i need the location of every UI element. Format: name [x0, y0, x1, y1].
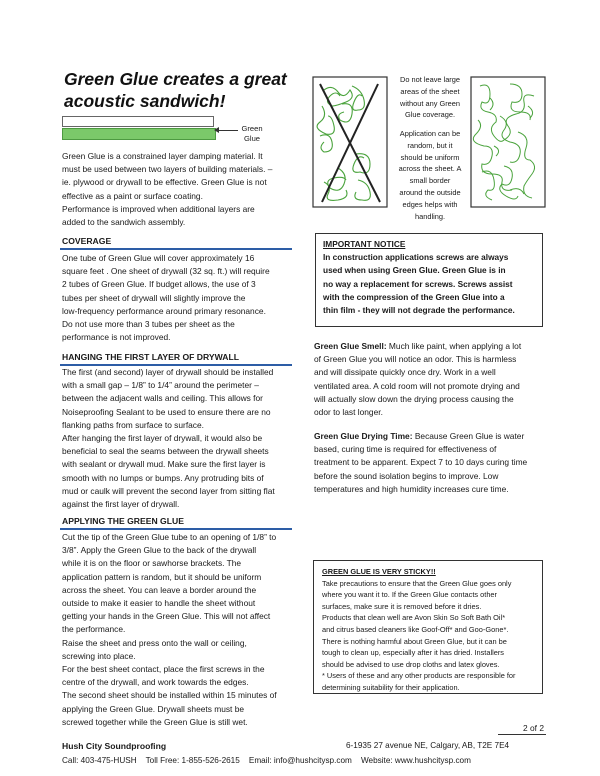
sticky-line: and citrus based cleaners like Goof-Off* and Goo-Gone*.: [322, 624, 509, 634]
drying-first-line: [314, 430, 550, 443]
smell-line: odor to last longer.: [314, 407, 383, 418]
smell-line: will actually slow down the drying process causing the: [314, 393, 514, 404]
coverage-line: performance is not improved.: [62, 332, 171, 343]
good-application-sheet-illustration: [470, 76, 546, 208]
drying-paragraph: [314, 430, 550, 496]
coverage-line: 2 tubes of Green Glue. If budget allows, the use of 3: [62, 279, 256, 290]
coverage-heading: COVERAGE: [62, 236, 112, 246]
intro-line: ie. plywood or drywall to be effective. Green Glue is not: [62, 177, 267, 188]
notice-line: with the compression of the Green Glue into a: [323, 291, 505, 302]
applying-line: For the best sheet contact, place the first screws in the: [62, 664, 265, 675]
sticky-line: surfaces, make sure it is removed before it dries.: [322, 601, 482, 611]
hanging-line: flanking paths from surface to surface.: [62, 419, 204, 430]
coverage-line: square feet . One sheet of drywall (32 sq. ft.) will require: [62, 266, 270, 277]
drying-line: treatment to be apparent. Expect 7 to 10 days curing time: [314, 457, 528, 468]
hanging-line: with a small gap – 1/8” to 1/4” around the perimeter –: [62, 380, 259, 391]
side-note-line: Application can be: [399, 129, 461, 138]
coverage-line: low-frequency performance around primary resonance.: [62, 305, 266, 316]
applying-line: centre of the drywall, and work towards the edges.: [62, 677, 249, 688]
side-note-line: edges helps with: [402, 199, 458, 209]
side-note-line: around the outside: [399, 187, 461, 197]
side-note-pattern: [392, 128, 468, 222]
diagram-label: Green Glue: [241, 124, 263, 143]
side-note-line: small border: [409, 176, 451, 186]
side-note-line: should be uniform: [400, 152, 460, 162]
side-note-line: Glue coverage.: [404, 110, 456, 120]
smell-label: Green Glue Smell:: [314, 341, 387, 351]
diagram-arrow: [216, 130, 238, 131]
sticky-warning-content: [322, 566, 538, 694]
smell-line: of Green Glue you will notice an odor. This is harmless: [314, 354, 517, 365]
hanging-text: [62, 366, 294, 511]
applying-line: screwed together while the Green Glue is still wet.: [62, 716, 248, 727]
applying-line: outside to make it easier to handle the sheet without: [62, 598, 256, 609]
applying-line: screwing into place.: [62, 650, 136, 661]
coverage-line: Do not use more than 3 tubes per sheet as the: [62, 319, 235, 330]
hanging-line: with sealant or drywall mud. Make sure the first layer is: [62, 459, 266, 470]
smell-line: and will dissipate quickly once dry. Work in a well: [314, 367, 496, 378]
hanging-line: After hanging the first layer of drywall, it would also be: [62, 433, 263, 444]
sticky-line: determining suitability for their application.: [322, 682, 460, 692]
intro-line: Performance is improved when additional layers are: [62, 203, 255, 214]
drying-line: Because Green Glue is water: [412, 431, 525, 441]
footer-address: 6-1935 27 avenue NE, Calgary, AB, T2E 7E4: [346, 741, 510, 750]
drywall-layer-top: [62, 116, 214, 127]
hanging-heading: HANGING THE FIRST LAYER OF DRYWALL: [62, 352, 239, 362]
sticky-line: Take precautions to ensure that the Green Glue goes only: [322, 578, 512, 588]
sticky-line: Products that clean well are Avon Skin So Soft Bath Oil*: [322, 613, 506, 623]
sticky-heading: GREEN GLUE IS VERY STICKY!!: [322, 567, 436, 576]
hanging-line: against the first layer of drywall.: [62, 499, 180, 510]
hanging-line: The first (and second) layer of drywall should be installed: [62, 367, 274, 377]
applying-line: application pattern is random, but it should be uniform: [62, 571, 262, 582]
intro-paragraph: [62, 150, 292, 229]
applying-line: while it is on the floor or sawhorse brackets. The: [62, 558, 242, 569]
important-notice-content: [323, 238, 539, 317]
applying-line: the performance.: [62, 624, 126, 635]
side-note-line: across the sheet. A: [398, 164, 462, 174]
intro-line: must be used between two layers of building materials. –: [62, 164, 273, 175]
page-number: 2 of 2: [523, 723, 544, 733]
applying-heading: APPLYING THE GREEN GLUE: [62, 516, 184, 526]
coverage-rule: [60, 248, 292, 250]
sticky-line: There is nothing harmful about Green Glue, but it can be: [322, 636, 507, 646]
side-note-line: Do not leave large: [400, 75, 460, 84]
sticky-line: tough to clean up, especially after it has dried. Installers: [322, 648, 504, 658]
page-title: Green Glue creates a great acoustic sandwich!: [64, 69, 287, 111]
hanging-line: mud or caulk will prevent the second layer from sitting flat: [62, 485, 275, 496]
intro-line: effective as a paint or surface coating.: [62, 190, 203, 201]
green-glue-layer: [62, 128, 216, 140]
applying-line: getting your hands in the Green Glue. This will not affect: [62, 611, 271, 622]
hanging-line: smooth with no lumps or bumps. Any protruding bits of: [62, 472, 264, 483]
footer-company: Hush City Soundproofing: [62, 741, 167, 751]
drying-line: temperatures and high humidity increases cure time.: [314, 483, 509, 494]
applying-line: applying the Green Glue. Drywall sheets must be: [62, 703, 245, 714]
bad-application-sheet-illustration: [312, 76, 388, 208]
notice-line: thin film - they will not degrade the performance.: [323, 305, 515, 316]
footer-contact: Call: 403-475-HUSH Toll Free: 1-855-526-2615 Email: info@hushcitysp.com Website: www.hushcitysp.com: [62, 756, 471, 765]
sticky-line: * Users of these and any other products are responsible for: [322, 671, 516, 681]
smell-line: Much like paint, when applying a lot: [386, 341, 522, 351]
intro-line: added to the sandwich assembly.: [62, 217, 186, 228]
coverage-line: One tube of Green Glue will cover approximately 16: [62, 253, 255, 263]
hanging-line: Noiseproofing Sealant to be used to ensure there are no: [62, 406, 271, 417]
smell-first-line: [314, 340, 550, 353]
sticky-line: where you want it to. If the Green Glue contacts other: [322, 590, 498, 600]
smell-paragraph: [314, 340, 550, 419]
coverage-text: [62, 252, 294, 344]
applying-line: The second sheet should be installed within 15 minutes of: [62, 690, 277, 701]
applying-line: Raise the sheet and press onto the wall or ceiling,: [62, 637, 247, 648]
notice-line: In construction applications screws are always: [323, 252, 509, 263]
side-note-line: handling.: [415, 211, 445, 221]
notice-line: no way a replacement for screws. Screws assist: [323, 278, 513, 289]
hanging-line: beneficial to seal the seams between the drywall sheets: [62, 446, 269, 457]
side-note-line: random, but it: [407, 140, 453, 150]
side-note-line: without any Green: [400, 98, 460, 108]
notice-heading: IMPORTANT NOTICE: [323, 239, 406, 249]
applying-line: Cut the tip of the Green Glue tube to an opening of 1/8” to: [62, 532, 277, 542]
applying-text: [62, 531, 298, 729]
applying-line: across the sheet. You can leave a border around the: [62, 584, 257, 595]
hanging-line: between the adjacent walls and ceiling. This allows for: [62, 393, 263, 404]
drying-line: before the sound isolation begins to improve. Low: [314, 470, 499, 481]
side-note-line: areas of the sheet: [400, 86, 460, 96]
drying-line: based, curing time is required for effectiveness of: [314, 444, 497, 455]
sticky-line: should be advised to use drop cloths and latex gloves.: [322, 659, 500, 669]
applying-rule: [60, 528, 292, 530]
page-number-rule: [498, 734, 546, 735]
notice-line: used when using Green Glue. Green Glue is in: [323, 265, 506, 276]
coverage-line: tubes per sheet of drywall will slightly improve the: [62, 292, 246, 303]
smell-line: ventilated area. A cold room will not promote drying and: [314, 380, 520, 391]
drying-label: Green Glue Drying Time:: [314, 431, 413, 441]
side-note-coverage: [392, 74, 468, 121]
intro-line: Green Glue is a constrained layer damping material. It: [62, 151, 263, 161]
diagram-arrowhead: [214, 127, 219, 133]
applying-line: 3/8”. Apply the Green Glue to the back of the drywall: [62, 545, 257, 556]
